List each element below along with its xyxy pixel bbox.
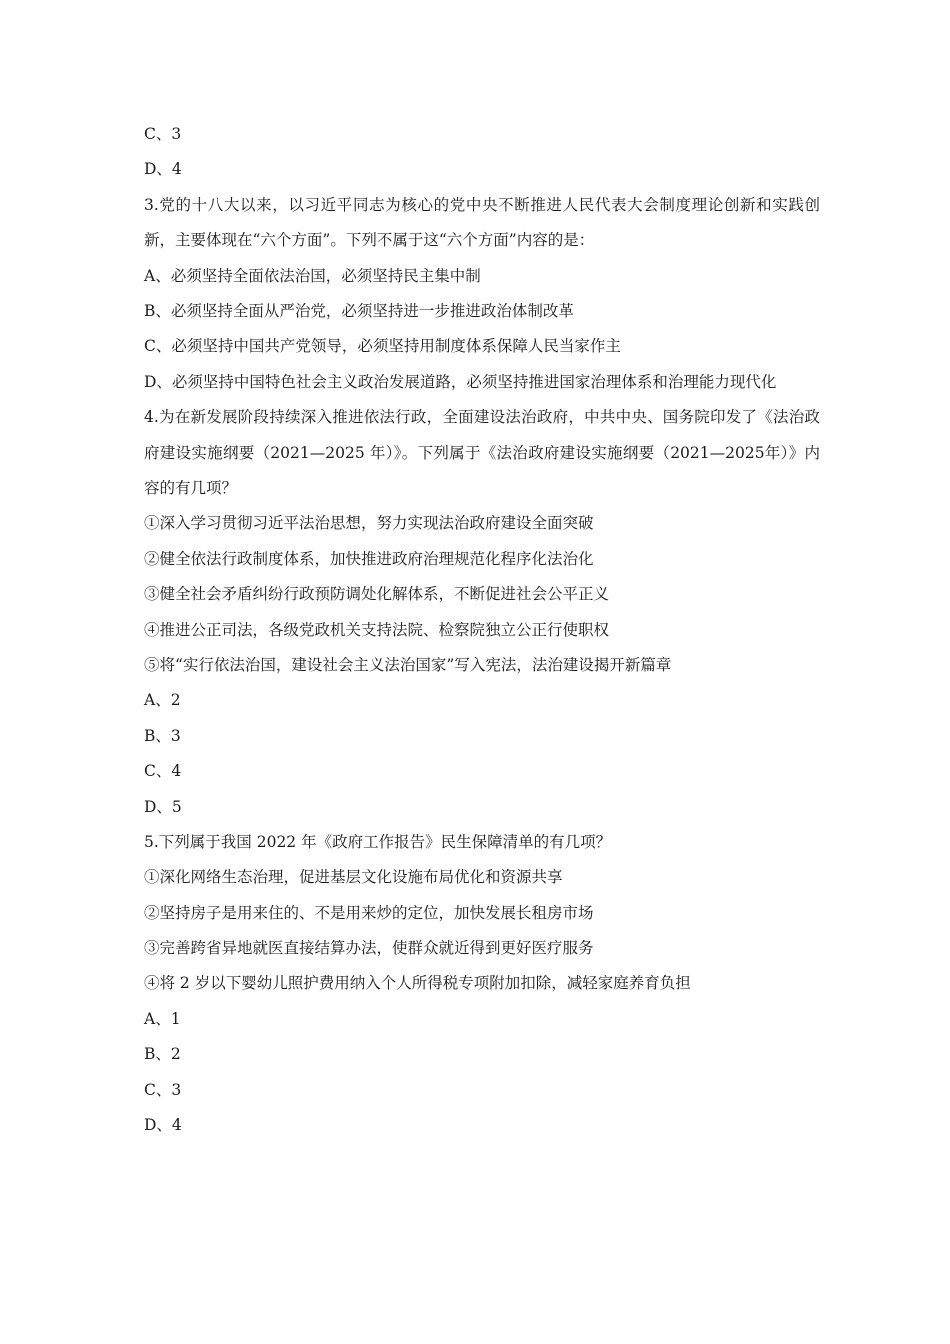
option-a: A、必须坚持全面依法治国，必须坚持民主集中制 <box>144 266 481 285</box>
question-stem: 3.党的十八大以来，以习近平同志为核心的党中央不断推进人民代表大会制度理论创新和实践创新，主要体现在“六个方面”。下列不属于这“六个方面”内容的是： <box>144 195 820 250</box>
option-d: D、5 <box>144 797 182 816</box>
statement-item: ③完善跨省异地就医直接结算办法，使群众就近得到更好医疗服务 <box>144 939 594 958</box>
question-stem: 5.下列属于我国 2022 年《政府工作报告》民生保障清单的有几项？ <box>144 832 612 851</box>
question-2-tail <box>144 117 820 188</box>
option-c: C、3 <box>144 125 182 143</box>
question-stem: 4.为在新发展阶段持续深入推进依法行政，全面建设法治政府，中共中央、国务院印发了《法治政府建设实施纲要（2021—2025 年）》。下列属于《法治政府建设实施纲要（2021—2025年）》内容的有几项？ <box>144 408 820 497</box>
document-page <box>144 117 820 1143</box>
option-c: C、3 <box>144 1080 182 1099</box>
option-d: D、必须坚持中国特色社会主义政治发展道路，必须坚持推进国家治理体系和治理能力现代化 <box>144 372 777 391</box>
statement-item: ②健全依法行政制度体系，加快推进政府治理规范化程序化法治化 <box>144 549 594 568</box>
option-c: C、必须坚持中国共产党领导，必须坚持用制度体系保障人民当家作主 <box>144 337 621 356</box>
option-a: A、2 <box>144 691 181 710</box>
statement-item: ②坚持房子是用来住的、不是用来炒的定位，加快发展长租房市场 <box>144 903 594 922</box>
option-b: B、必须坚持全面从严治党，必须坚持进一步推进政治体制改革 <box>144 301 574 320</box>
option-a: A、1 <box>144 1009 181 1028</box>
statement-item: ④将 2 岁以下婴幼儿照护费用纳入个人所得税专项附加扣除，减轻家庭养育负担 <box>144 974 691 993</box>
statement-item: ⑤将“实行依法治国，建设社会主义法治国家”写入宪法，法治建设揭开新篇章 <box>144 655 672 674</box>
statement-item: ①深化网络生态治理，促进基层文化设施布局优化和资源共享 <box>144 868 563 887</box>
statement-item: ④推进公正司法，各级党政机关支持法院、检察院独立公正行使职权 <box>144 620 610 639</box>
option-d: D、4 <box>144 160 182 179</box>
statement-item: ①深入学习贯彻习近平法治思想，努力实现法治政府建设全面突破 <box>144 514 594 533</box>
question-5 <box>144 825 820 1144</box>
question-3 <box>144 188 820 400</box>
option-b: B、2 <box>144 1045 181 1064</box>
question-4 <box>144 400 820 825</box>
statement-item: ③健全社会矛盾纠纷行政预防调处化解体系，不断促进社会公平正义 <box>144 585 610 604</box>
option-b: B、3 <box>144 726 181 745</box>
option-c: C、4 <box>144 762 182 781</box>
option-d: D、4 <box>144 1116 182 1135</box>
